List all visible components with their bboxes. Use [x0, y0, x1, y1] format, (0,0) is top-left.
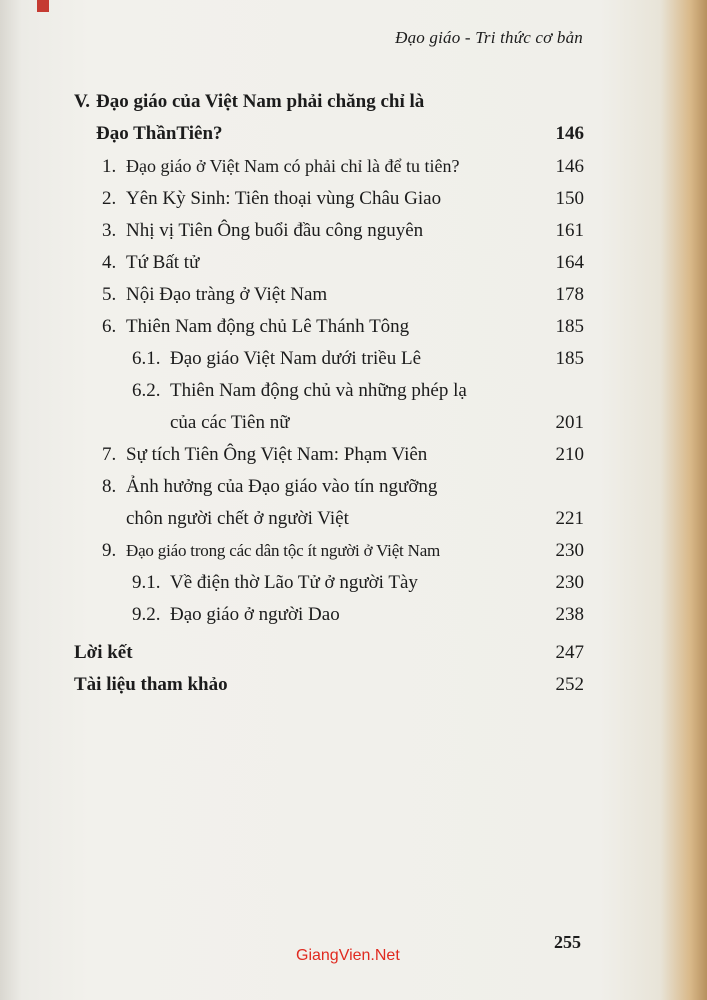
toc-item-3	[74, 215, 584, 247]
toc-entry-page: 150	[555, 188, 584, 209]
toc-entry-page: 238	[555, 604, 584, 625]
toc-entry-number: 3.	[102, 220, 117, 241]
toc-entry-page: 185	[555, 348, 584, 369]
toc-item-5	[74, 279, 584, 311]
toc-entry-title: Ảnh hưởng của Đạo giáo vào tín ngưỡng	[126, 476, 438, 497]
toc-entry-title: Đạo giáo của Việt Nam phải chăng chỉ là	[96, 91, 425, 112]
toc-entry-page: 164	[555, 252, 584, 273]
toc-entry-page: 178	[555, 284, 584, 305]
table-of-contents	[74, 86, 584, 701]
toc-entry-number: 2.	[102, 188, 117, 209]
toc-entry-number: 1.	[102, 156, 117, 177]
toc-entry-title: Đạo giáo Việt Nam dưới triều Lê	[170, 348, 422, 369]
toc-entry-page: 146	[555, 123, 584, 144]
toc-entry-page: 247	[555, 642, 584, 663]
watermark: GiangVien.Net	[296, 947, 400, 964]
toc-entry-number: 9.1.	[132, 572, 161, 593]
toc-item-9	[74, 535, 584, 567]
toc-entry-title-continued: chôn người chết ở người Việt	[126, 508, 349, 529]
toc-entry-title: Đạo giáo ở Việt Nam có phải chỉ là để tu tiên?	[126, 156, 460, 176]
page-number: 255	[554, 932, 581, 952]
toc-entry-page: 221	[555, 508, 584, 529]
toc-entry-title: Đạo giáo trong các dân tộc ít người ở Việt Nam	[126, 541, 441, 560]
toc-item-6-2	[74, 375, 584, 439]
toc-closing-references	[74, 669, 584, 701]
toc-entry-title: Nhị vị Tiên Ông buổi đầu công nguyên	[126, 220, 424, 241]
toc-entry-title: Tứ Bất tử	[126, 252, 200, 273]
toc-entry-title: Thiên Nam động chủ và những phép lạ	[170, 380, 467, 401]
toc-entry-title: Sự tích Tiên Ông Việt Nam: Phạm Viên	[126, 444, 428, 465]
running-header: Đạo giáo - Tri thức cơ bản	[395, 28, 583, 47]
toc-section-v	[74, 86, 584, 150]
toc-entry-title-continued: của các Tiên nữ	[170, 412, 290, 433]
toc-entry-number: 4.	[102, 252, 117, 273]
toc-closing-conclusion	[74, 637, 584, 669]
toc-item-2	[74, 183, 584, 215]
toc-entry-page: 210	[555, 444, 584, 465]
toc-entry-title: Về điện thờ Lão Tử ở người Tày	[170, 572, 418, 593]
toc-entry-title: Yên Kỳ Sinh: Tiên thoại vùng Châu Giao	[126, 188, 442, 209]
toc-entry-label	[74, 86, 584, 150]
toc-entry-number: V.	[74, 91, 91, 112]
toc-entry-number: 8.	[102, 476, 117, 497]
toc-entry-title: Tài liệu tham khảo	[74, 674, 228, 695]
toc-entry-number: 6.	[102, 316, 117, 337]
toc-entry-number: 6.1.	[132, 348, 161, 369]
toc-entry-page: 230	[555, 572, 584, 593]
toc-entry-title: Nội Đạo tràng ở Việt Nam	[126, 284, 328, 305]
toc-entry-title: Đạo giáo ở người Dao	[170, 604, 340, 625]
toc-entry-title: Lời kết	[74, 642, 133, 663]
toc-entry-page: 146	[555, 156, 584, 177]
spine-mark	[37, 0, 49, 12]
toc-item-1	[74, 150, 584, 183]
toc-item-9-1	[74, 567, 584, 599]
toc-entry-page: 185	[555, 316, 584, 337]
toc-item-6-1	[74, 343, 584, 375]
toc-item-6	[74, 311, 584, 343]
toc-entry-number: 7.	[102, 444, 117, 465]
toc-entry-number: 5.	[102, 284, 117, 305]
toc-entry-page: 230	[555, 540, 584, 561]
toc-entry-page: 161	[555, 220, 584, 241]
toc-entry-page: 252	[555, 674, 584, 695]
toc-entry-title-continued: Đạo ThầnTiên?	[96, 123, 223, 144]
toc-item-8	[74, 471, 584, 535]
toc-item-9-2	[74, 599, 584, 631]
toc-entry-number: 9.	[102, 540, 117, 561]
toc-item-7	[74, 439, 584, 471]
toc-item-4	[74, 247, 584, 279]
toc-entry-number: 9.2.	[132, 604, 161, 625]
toc-entry-title: Thiên Nam động chủ Lê Thánh Tông	[126, 316, 410, 337]
toc-entry-page: 201	[555, 412, 584, 433]
toc-entry-number: 6.2.	[132, 380, 161, 401]
